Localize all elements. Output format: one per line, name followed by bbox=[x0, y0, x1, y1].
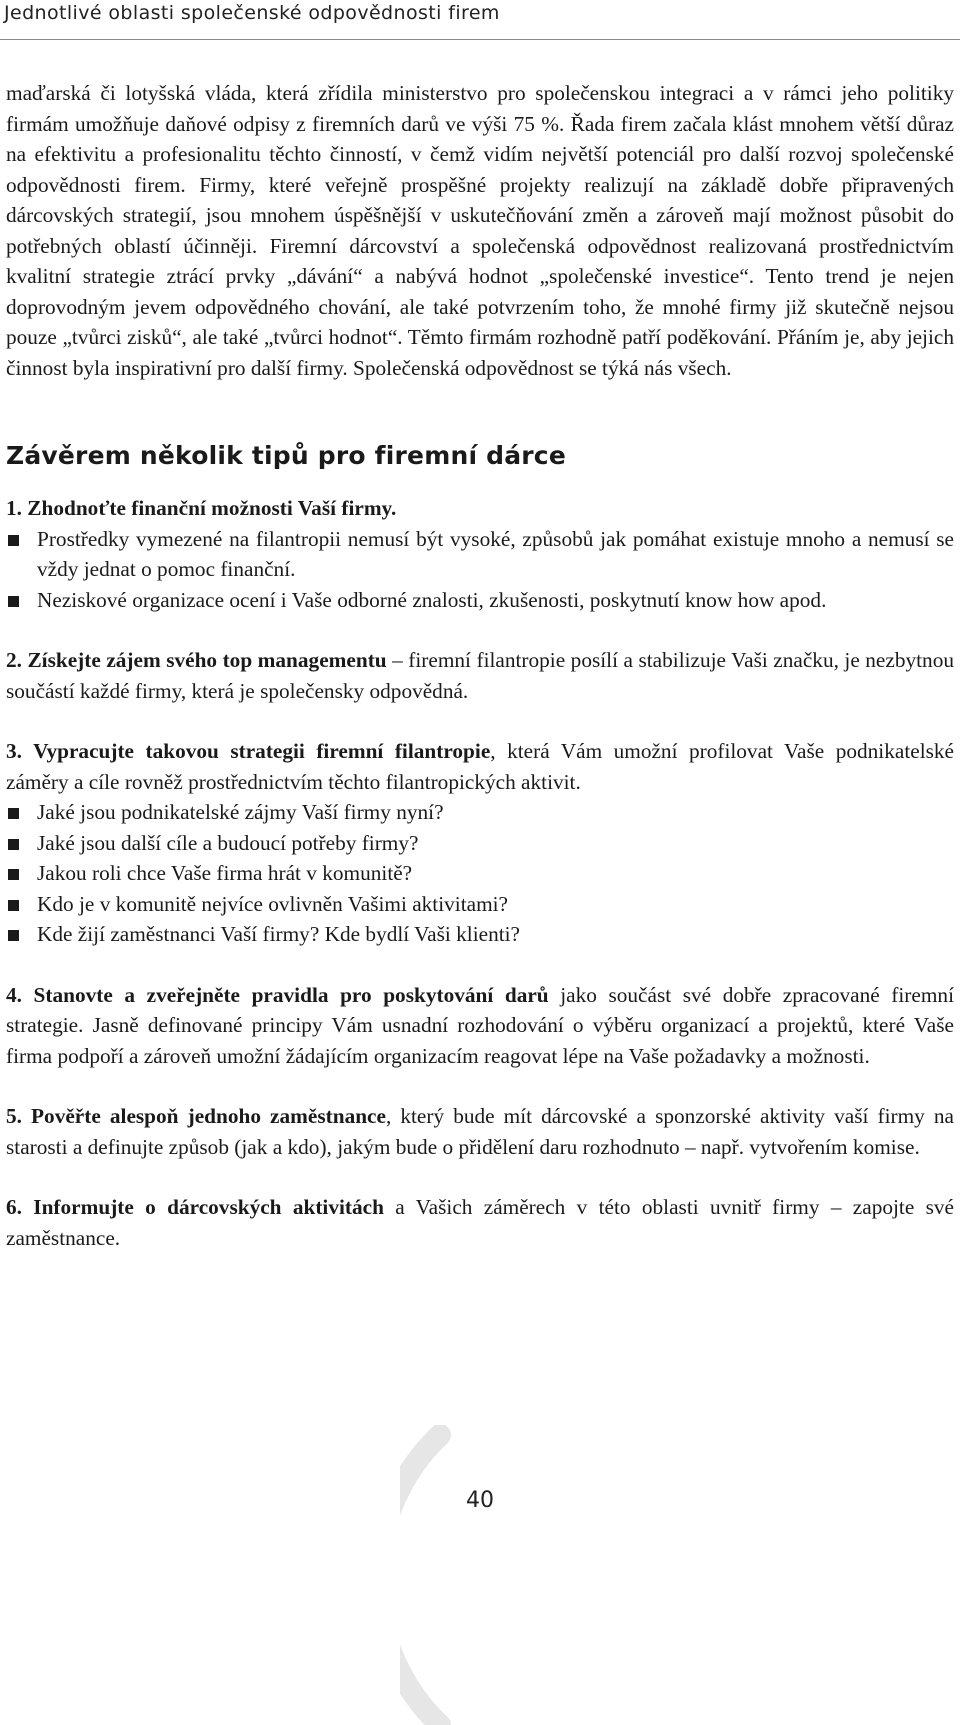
header-divider bbox=[0, 39, 960, 40]
bullet-square-icon bbox=[8, 869, 19, 880]
intro-paragraph: maďarská či lotyšská vláda, která zřídila ministerstvo pro společenskou integraci a v rámci jeho politiky firmám umožňuje daňové odpisy z firemních darů ve výši 75 %. Řada firem začala klást mnohem větší důraz na efektivitu a profesionalitu těchto činností, v čemž vidím největší potenciál pro další rozvoj společenské odpovědnosti firem. Firmy, které veřejně prospěšné projekty realizují na základě dobře připravených dárcovských strategií, jsou mnohem úspěšnější v uskutečňování změn a zároveň mají možnost působit do potřebných oblastí účinněji. Firemní dárcovství a společenská odpovědnost realizovaná prostřednictvím kvalitní strategie ztrácí prvky „dávání“ a nabývá hodnot „společenské investice“. Tento trend je nejen doprovodným jevem odpovědného chování, ale také potvrzením toho, že mnohé firmy již skutečně nejsou pouze „tvůrci zisků“, ale také „tvůrci hodnot“. Těmto firmám rozhodně patří poděkování. Přáním je, aby jejich činnost byla inspirativní pro další firmy. Společenská odpovědnost se týká nás všech. bbox=[6, 81, 954, 380]
tip-6-rest: a Vašich záměrech v této oblasti uvnitř firmy – zapojte své zaměstnance. bbox=[6, 1195, 954, 1250]
page-body bbox=[6, 78, 954, 1253]
bullet-text: Jakou roli chce Vaše firma hrát v komunitě? bbox=[37, 861, 413, 885]
tip-2 bbox=[6, 645, 954, 706]
list-item bbox=[6, 858, 954, 889]
page-number: 40 bbox=[466, 1488, 494, 1513]
bullet-square-icon bbox=[8, 535, 19, 546]
section-title: Závěrem několik tipů pro firemní dárce bbox=[6, 441, 566, 470]
tip-2-rest: – firemní filantropie posílí a stabilizuje Vaši značku, je nezbytnou součástí každé firmy, která je společensky odpovědná. bbox=[6, 648, 954, 703]
list-item bbox=[6, 797, 954, 828]
tip-1-heading bbox=[6, 493, 954, 524]
tip-6-bold: 6. Informujte o dárcovských aktivitách bbox=[6, 1195, 384, 1219]
tip-5 bbox=[6, 1101, 954, 1162]
tip-4-bold: 4. Stanovte a zveřejněte pravidla pro poskytování darů bbox=[6, 982, 549, 1007]
tip-5-paragraph bbox=[6, 1101, 954, 1162]
tip-2-bold: 2. Získejte zájem svého top managementu bbox=[6, 648, 387, 672]
running-header-title: Jednotlivé oblasti společenské odpovědnosti firem bbox=[4, 2, 500, 24]
list-item bbox=[6, 585, 954, 616]
tip-5-rest: , který bude mít dárcovské a sponzorské aktivity vaší firmy na starosti a definujte způsob (jak a kdo), jakým bude o přidělení daru rozhodnuto – např. vytvořením komise. bbox=[6, 1104, 954, 1159]
bullet-text: Prostředky vymezené na filantropii nemusí být vysoké, způsobů jak pomáhat existuje mnoho a nemusí se vždy jednat o pomoc finanční. bbox=[37, 526, 954, 581]
list-item bbox=[6, 919, 954, 950]
list-item bbox=[6, 889, 954, 920]
bullet-square-icon bbox=[8, 900, 19, 911]
tip-5-bold: 5. Pověřte alespoň jednoho zaměstnance bbox=[6, 1104, 386, 1128]
bullet-text: Kdo je v komunitě nejvíce ovlivněn Vašimi aktivitami? bbox=[37, 891, 509, 916]
tip-6-paragraph bbox=[6, 1192, 954, 1253]
tip-3-bold: 3. Vypracujte takovou strategii firemní filantropie bbox=[6, 739, 491, 763]
tip-1-bullet-list bbox=[6, 524, 954, 616]
tip-3-paragraph bbox=[6, 736, 954, 797]
bullet-square-icon bbox=[8, 808, 19, 819]
tip-2-paragraph bbox=[6, 645, 954, 706]
bullet-text: Jaké jsou další cíle a budoucí potřeby firmy? bbox=[37, 830, 419, 855]
list-item bbox=[6, 524, 954, 585]
tip-4-paragraph bbox=[6, 980, 954, 1072]
tip-3-rest: , která Vám umožní profilovat Vaše podnikatelské záměry a cíle rovněž prostřednictvím těchto filantropických aktivit. bbox=[6, 739, 955, 794]
tip-3-bullet-list bbox=[6, 797, 954, 950]
page-corner-arc-decoration bbox=[400, 1425, 700, 1725]
tip-1 bbox=[6, 493, 954, 615]
tip-1-bold: 1. Zhodnoťte finanční možnosti Vaší firmy. bbox=[6, 496, 397, 520]
bullet-text: Kde žijí zaměstnanci Vaší firmy? Kde bydlí Vaši klienti? bbox=[37, 922, 521, 946]
tip-4-rest: jako součást své dobře zpracované firemní strategie. Jasně definované principy Vám usnadní rozhodování o výběru organizací a projektů, které Vaše firma podpoří a zároveň umožní žádajícím organizacím reagovat lépe na Vaše požadavky a možnosti. bbox=[6, 982, 954, 1068]
bullet-square-icon bbox=[8, 930, 19, 941]
bullet-square-icon bbox=[8, 596, 19, 607]
bullet-square-icon bbox=[8, 839, 19, 850]
bullet-text: Jaké jsou podnikatelské zájmy Vaší firmy nyní? bbox=[37, 800, 444, 824]
bullet-text: Neziskové organizace ocení i Vaše odborné znalosti, zkušenosti, poskytnutí know how apod. bbox=[37, 587, 827, 612]
list-item bbox=[6, 828, 954, 859]
tip-4 bbox=[6, 980, 954, 1072]
tip-6 bbox=[6, 1192, 954, 1253]
tip-3 bbox=[6, 736, 954, 950]
